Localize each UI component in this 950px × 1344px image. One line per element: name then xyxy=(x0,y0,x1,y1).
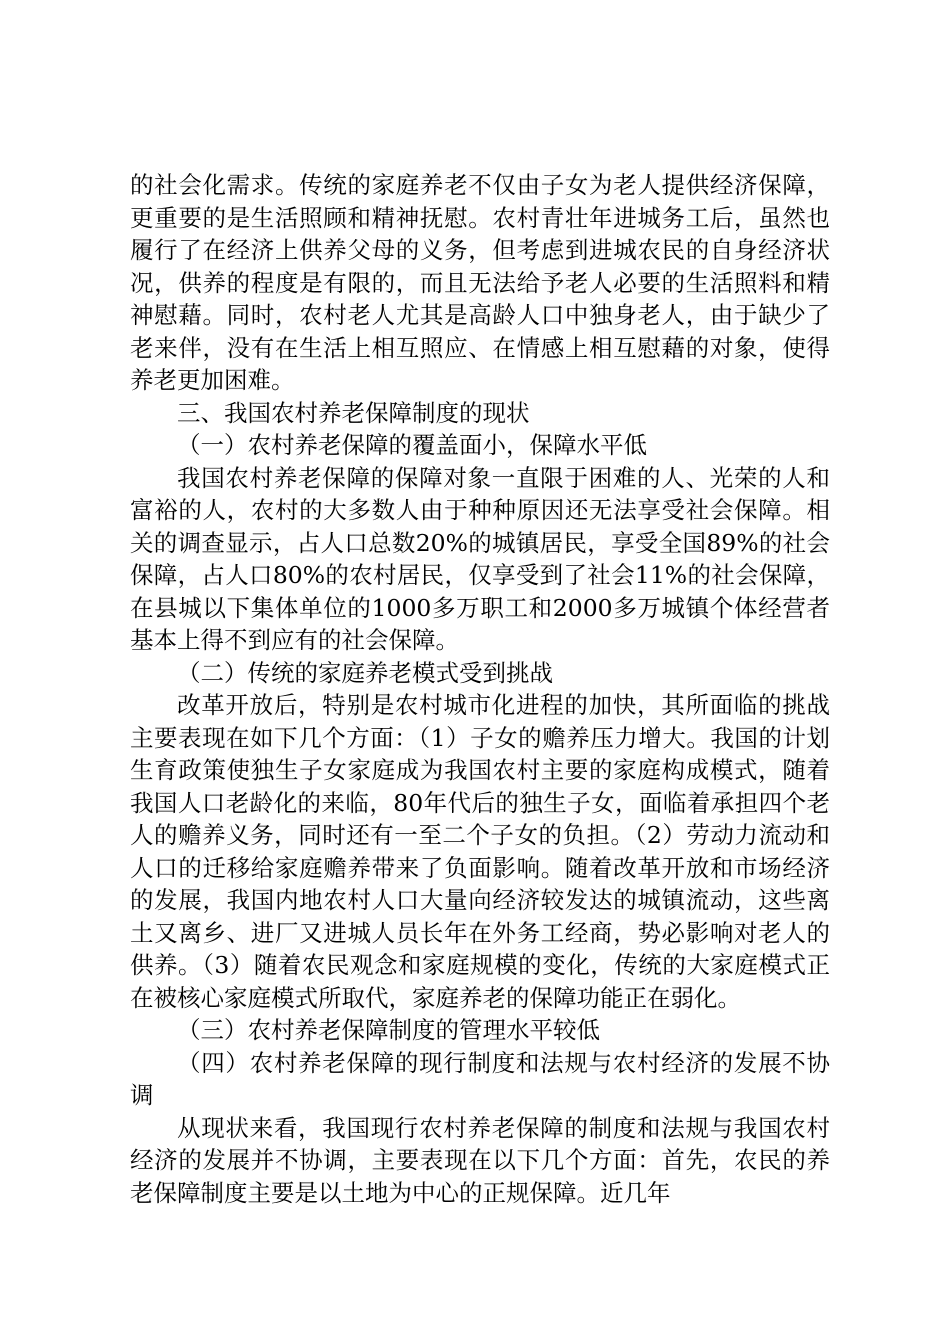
subsection-heading-4: （四）农村养老保障的现行制度和法规与农村经济的发展不协调 xyxy=(130,1048,830,1109)
section-heading-3: 三、我国农村养老保障制度的现状 xyxy=(177,398,530,427)
document-body xyxy=(130,169,830,1209)
subsection-heading-3: （三）农村养老保障制度的管理水平较低 xyxy=(177,1016,600,1044)
subsection-heading-2: （二）传统的家庭养老模式受到挑战 xyxy=(177,658,553,687)
paragraph-status: 从现状来看，我国现行农村养老保障的制度和法规与我国农村经济的发展并不协调，主要表现在以下几个方面：首先，农民的养老保障制度主要是以土地为中心的正规保障。近几年 xyxy=(130,1113,830,1207)
paragraph-coverage: 我国农村养老保障的保障对象一直限于困难的人、光荣的人和富裕的人，农村的大多数人由于种种原因还无法享受社会保障。相关的调查显示，占人口总数20%的城镇居民，享受全国89%的社会保障，占人口80%的农村居民，仅享受到了社会11%的社会保障，在县城以下集体单位的1000多万职工和2000多万城镇个体经营者基本上得不到应有的社会保障。 xyxy=(130,463,830,654)
paragraph-continuation: 的社会化需求。传统的家庭养老不仅由子女为老人提供经济保障，更重要的是生活照顾和精神抚慰。农村青壮年进城务工后，虽然也履行了在经济上供养父母的义务，但考虑到进城农民的自身经济状况，供养的程度是有限的，而且无法给予老人必要的生活照料和精神慰藉。同时，农村老人尤其是高龄人口中独身老人，由于缺少了老来伴，没有在生活上相互照应、在情感上相互慰藉的对象，使得养老更加困难。 xyxy=(130,171,830,394)
subsection-heading-1: （一）农村养老保障的覆盖面小，保障水平低 xyxy=(177,431,647,459)
paragraph-challenges: 改革开放后，特别是农村城市化进程的加快，其所面临的挑战主要表现在如下几个方面：（1）子女的赡养压力增大。我国的计划生育政策使独生子女家庭成为我国农村主要的家庭构成模式，随着我国人口老龄化的来临，80年代后的独生子女，面临着承担四个老人的赡养义务，同时还有一至二个子女的负担。（2）劳动力流动和人口的迁移给家庭赡养带来了负面影响。随着改革开放和市场经济的发展，我国内地农村人口大量向经济较发达的城镇流动，这些离土又离乡、进厂又进城人员长年在外务工经商，势必影响对老人的供养。（3）随着农民观念和家庭规模的变化，传统的大家庭模式正在被核心家庭模式所取代，家庭养老的保障功能正在弱化。 xyxy=(130,691,830,1012)
